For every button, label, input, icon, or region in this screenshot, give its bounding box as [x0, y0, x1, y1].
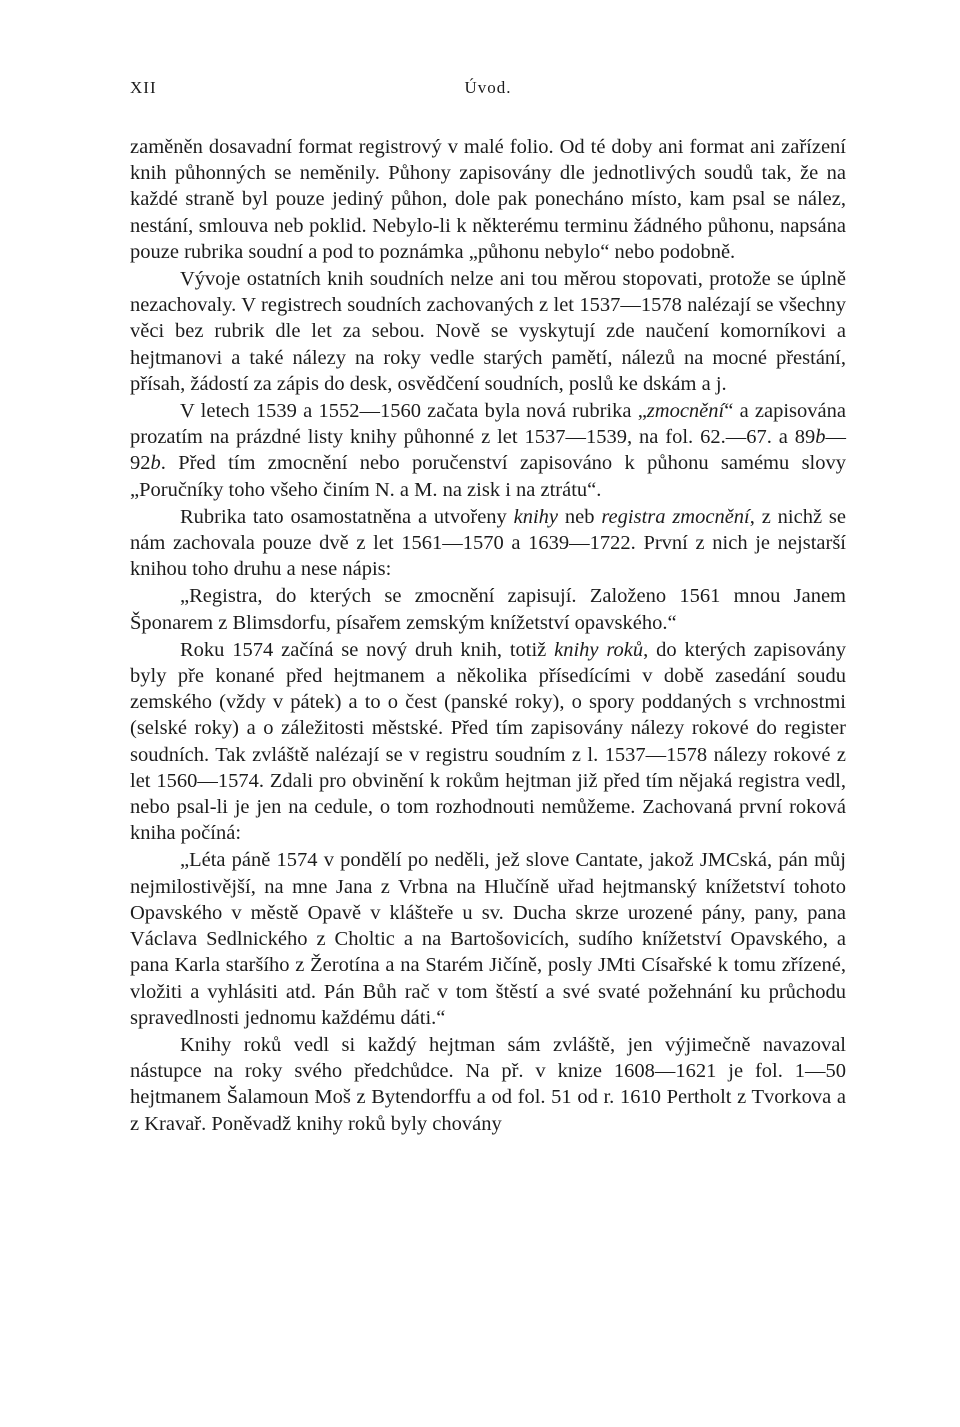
italic-text: registra zmocnění [601, 505, 750, 528]
paragraph [130, 266, 846, 397]
text-run: zaměněn dosavadní format registrový v malé folio. Od té doby ani format ani zařízení knih půhonných se neměnily. Půhony zapisovány dle jednotlivých soudů tak, že na každé straně byl pouze jediný půhon, dole pak ponecháno místo, kam psal se nález, nestání, smlouva neb poklid. Nebylo-li k některému terminu žádného půhonu, napsána pouze rubrika soudní a pod to poznámka „půhonu nebylo“ nebo podobně. [130, 136, 846, 263]
italic-text: b [150, 452, 161, 475]
italic-text: knihy roků [554, 638, 644, 661]
quotation [130, 847, 846, 1030]
paragraph [130, 637, 846, 847]
running-title: Úvod. [464, 78, 512, 97]
paragraph [130, 1032, 846, 1137]
text-run: „Registra, do kterých se zmocnění zapisují. Založeno 1561 mnou Janem Šponarem z Blimsdorfu, písařem zemským knížetství opavského.“ [130, 585, 846, 634]
text-run: “ a zapisována prozatím na prázdné listy knihy půhonné z let 1537—1539, na fol. 62.—67. a 89 [130, 400, 846, 449]
text-run: Rubrika tato osamostatněna a utvořeny [180, 505, 514, 528]
text-run: Vývoje ostatních knih soudních nelze ani tou měrou stopovati, protože se úplně nezachovaly. V registrech soudních zachovaných z let 1537—1578 nalézají se všechny věci bez rubrik dle let za sebou. Nově se vyskytují zde naučení komorníkovi a hejtmanovi a také nálezy na roky vedle starých pamětí, nálezů na mocné přestání, přísah, žádostí za zápis do desk, osvědčení soudních, poslů ke dskám a j. [130, 268, 846, 395]
paragraph [130, 134, 846, 265]
body-text [130, 134, 846, 1137]
text-run: —92 [130, 426, 846, 475]
text-run: . Před tím zmocnění nebo poručenství zapisováno k půhonu samému slovy „Poručníky toho všeho činím N. a M. na zisk i na ztrátu“. [130, 452, 846, 501]
quotation [130, 583, 846, 635]
text-run: Knihy roků vedl si každý hejtman sám zvláště, jen výjimečně navazoval nástupce na roky svého předchůdce. Na př. v knize 1608—1621 je fol. 1—50 hejtmanem Šalamoun Moš z Bytendorffu a od fol. 51 od r. 1610 Pertholt z Tvorkova a z Kravař. Poněvadž knihy roků byly chovány [130, 1033, 846, 1135]
text-run: „Léta páně 1574 v pondělí po neděli, jež slove Cantate, jakož JMCská, pán můj nejmilostivější, na mne Jana z Vrbna na Hlučíně uřad hejtmanský knížetství tohoto Opavského v městě Opavě v klášteře u sv. Ducha skrze urozené pány, pany, pana Václava Sedlnického z Choltic a na Bartošovicích, sudího knížetství Opavského, a pana Karla staršího z Žerotína a na Starém Jičíně, posly JMti Císařské k tomu zřízené, vložiti a vyhlásiti atd. Pán Bůh rač v tom štěstí a své svaté požehnání ku průchodu spravedlnosti jednomu každému dáti.“ [130, 849, 846, 1029]
page-number: XII [130, 78, 157, 97]
text-run: , do kterých zapisovány byly pře konané před hejtmanem a několika přísedícími v době zasedání soudu zemského (vždy v pátek) a to o čest (panské roky), o spory poddaných s vrchnostmi (selské roky) a o záležitosti městské. Před tím zapisovány nálezy rokové do register soudních. Tak zvláště nalézají se v registru soudním z l. 1537—1578 nálezy rokové z let 1560—1574. Zdali pro obvinění k rokům hejtman již před tím nějaká registra vedl, nebo psal-li je jen na cedule, o tom rozhodnouti nemůžeme. Zachovaná první roková kniha počíná: [130, 638, 846, 845]
italic-text: b [815, 426, 826, 449]
text-run: V letech 1539 a 1552—1560 začata byla nová rubrika „ [180, 400, 647, 423]
italic-text: zmocnění [646, 400, 725, 423]
paragraph [130, 504, 846, 583]
paragraph [130, 398, 846, 503]
page-header [130, 78, 846, 106]
text-run: neb [558, 505, 602, 528]
text-run: , z nichž se nám zachovala pouze dvě z let 1561—1570 a 1639—1722. První z nich je nejstarší knihou toho druhu a nese nápis: [130, 505, 846, 581]
text-run: Roku 1574 začíná se nový druh knih, totiž [180, 638, 555, 661]
italic-text: knihy [513, 505, 559, 528]
